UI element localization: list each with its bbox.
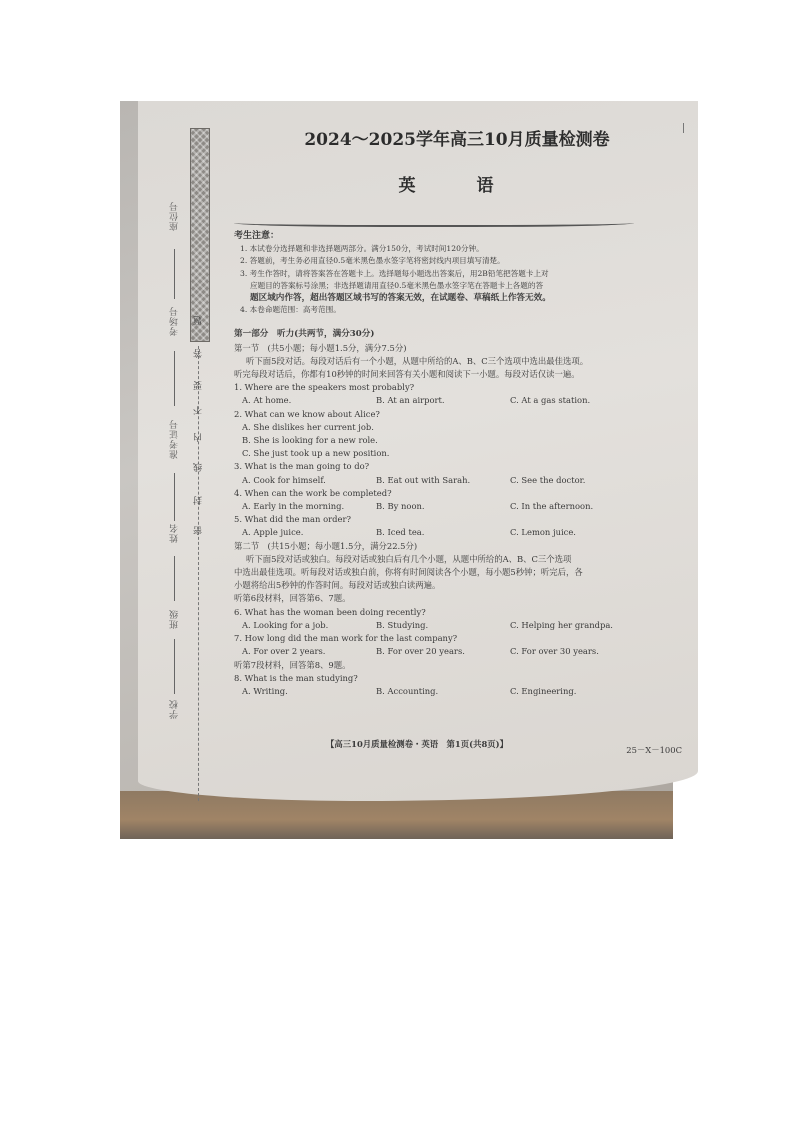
material-note: 听第7段材料，回答第8、9题。 bbox=[234, 659, 351, 670]
option-b: B. For over 20 years. bbox=[376, 646, 465, 657]
exam-subject: 英 语 bbox=[398, 176, 516, 196]
note-item: 1. 本试卷分选择题和非选择题两部分。满分150分，考试时间120分钟。 bbox=[240, 244, 484, 254]
edge-mark bbox=[683, 123, 690, 133]
question-options bbox=[234, 645, 650, 658]
note-item: 3. 考生作答时，请将答案答在答题卡上。选择题每小题选出答案后，用2B铅笔把答题卡上对 bbox=[240, 268, 549, 278]
question-stem: 2. What can we know about Alice? bbox=[234, 408, 380, 419]
header-divider bbox=[234, 219, 634, 227]
question-stem: 3. What is the man going to do? bbox=[234, 461, 370, 472]
option-a: A. Looking for a job. bbox=[242, 619, 329, 630]
question-options bbox=[234, 526, 650, 539]
seal-char: 内 bbox=[194, 433, 204, 442]
question-options bbox=[234, 619, 650, 632]
question-stem: 5. What did the man order? bbox=[234, 514, 351, 525]
option-b: B. At an airport. bbox=[376, 395, 445, 406]
option-a: A. Cook for himself. bbox=[242, 474, 326, 485]
question-stem: 7. How long did the man work for the last company? bbox=[234, 633, 458, 644]
option-b: B. Accounting. bbox=[376, 685, 439, 696]
paper-code: 25－X－100C bbox=[626, 745, 682, 755]
question-stem: 4. When can the work be completed? bbox=[234, 487, 392, 498]
ticket-number-line bbox=[174, 473, 175, 521]
option-a: A. She dislikes her current job. bbox=[242, 421, 374, 432]
section-instructions: 中选出最佳选项。听每段对话或独白前，你将有时间阅读各个小题，每小题5秒钟；听完后，各 bbox=[234, 567, 583, 578]
material-note: 听第6段材料，回答第6、7题。 bbox=[234, 593, 351, 604]
option-c: C. For over 30 years. bbox=[510, 646, 599, 657]
notes-title: 考生注意： bbox=[234, 231, 280, 241]
class-line bbox=[174, 639, 175, 694]
seal-char: 密 bbox=[194, 526, 204, 535]
exam-room-label: 考场号 bbox=[170, 306, 180, 336]
seal-char: 要 bbox=[194, 381, 204, 390]
note-item: 应题目的答案标号涂黑；非选择题请用直径0.5毫米黑色墨水签字笔在答题卡上各题的答 bbox=[250, 280, 544, 290]
seat-number-line bbox=[174, 249, 175, 299]
decorative-pattern-strip bbox=[190, 128, 210, 342]
option-b: B. She is looking for a new role. bbox=[242, 435, 378, 446]
class-label: 班级 bbox=[170, 609, 180, 629]
footer-label: 【高三10月质量检测卷・英语 第1页(共8页)】 bbox=[326, 739, 508, 749]
option-c: C. At a gas station. bbox=[510, 395, 591, 406]
exam-paper bbox=[138, 101, 698, 801]
page-content bbox=[234, 129, 650, 698]
name-line bbox=[174, 556, 175, 601]
option-a: A. Writing. bbox=[242, 685, 288, 696]
ticket-number-label: 准考证号 bbox=[170, 419, 180, 459]
seal-char: 线 bbox=[194, 463, 204, 472]
section-heading: 第一节 (共5小题；每小题1.5分，满分7.5分) bbox=[234, 342, 407, 353]
part-heading: 第一部分 听力(共两节，满分30分) bbox=[234, 329, 375, 340]
option-c: C. See the doctor. bbox=[510, 474, 586, 485]
question-stem: 1. Where are the speakers most probably? bbox=[234, 382, 415, 393]
seal-char: 不 bbox=[194, 406, 204, 415]
question-options bbox=[234, 474, 650, 487]
question-options bbox=[234, 685, 650, 698]
option-a: A. At home. bbox=[242, 395, 292, 406]
option-c: C. She just took up a new position. bbox=[242, 448, 390, 459]
section-instructions: 听下面5段对话或独白。每段对话或独白后有几个小题，从题中所给的A、B、C三个选项 bbox=[246, 553, 572, 564]
school-label: 学校 bbox=[170, 699, 180, 719]
note-item: 4. 本卷命题范围：高考范围。 bbox=[240, 305, 341, 315]
section-heading: 第二节 (共15小题；每小题1.5分，满分22.5分) bbox=[234, 540, 418, 551]
option-b: B. Iced tea. bbox=[376, 527, 425, 538]
option-b: B. By noon. bbox=[376, 501, 425, 512]
question-options bbox=[234, 500, 650, 513]
exam-room-line bbox=[174, 351, 175, 406]
option-a: A. For over 2 years. bbox=[242, 646, 326, 657]
option-a: A. Early in the morning. bbox=[242, 501, 345, 512]
note-item: 题区域内作答，超出答题区域书写的答案无效，在试题卷、草稿纸上作答无效。 bbox=[250, 293, 551, 304]
section-instructions: 听完每段对话后，你都有10秒钟的时间来回答有关小题和阅读下一小题。每段对话仅读一遍。 bbox=[234, 369, 580, 380]
note-item: 2. 答题前，考生务必用直径0.5毫米黑色墨水签字笔将密封线内项目填写清楚。 bbox=[240, 256, 505, 266]
option-c: C. Helping her grandpa. bbox=[510, 619, 613, 630]
option-b: B. Eat out with Sarah. bbox=[376, 474, 471, 485]
seal-char: 题 bbox=[194, 316, 204, 325]
page-footer bbox=[234, 738, 682, 755]
section-instructions: 听下面5段对话。每段对话后有一个小题，从题中所给的A、B、C三个选项中选出最佳选项。 bbox=[246, 355, 589, 366]
option-c: C. Engineering. bbox=[510, 685, 577, 696]
seat-number-label: 座位号 bbox=[170, 201, 180, 231]
option-c: C. In the afternoon. bbox=[510, 501, 594, 512]
section-instructions: 小题将给出5秒钟的作答时间。每段对话或独白读两遍。 bbox=[234, 580, 441, 591]
question-options bbox=[234, 394, 650, 407]
seal-char: 答 bbox=[194, 349, 204, 358]
seal-char: 封 bbox=[194, 496, 204, 505]
option-c: C. Lemon juice. bbox=[510, 527, 576, 538]
question-stem: 6. What has the woman been doing recently? bbox=[234, 606, 426, 617]
option-b: B. Studying. bbox=[376, 619, 429, 630]
name-label: 姓名 bbox=[170, 523, 180, 543]
photo bbox=[120, 101, 682, 839]
option-a: A. Apple juice. bbox=[242, 527, 304, 538]
question-stem: 8. What is the man studying? bbox=[234, 672, 358, 683]
exam-title: 2024～2025学年高三10月质量检测卷 bbox=[304, 130, 610, 150]
